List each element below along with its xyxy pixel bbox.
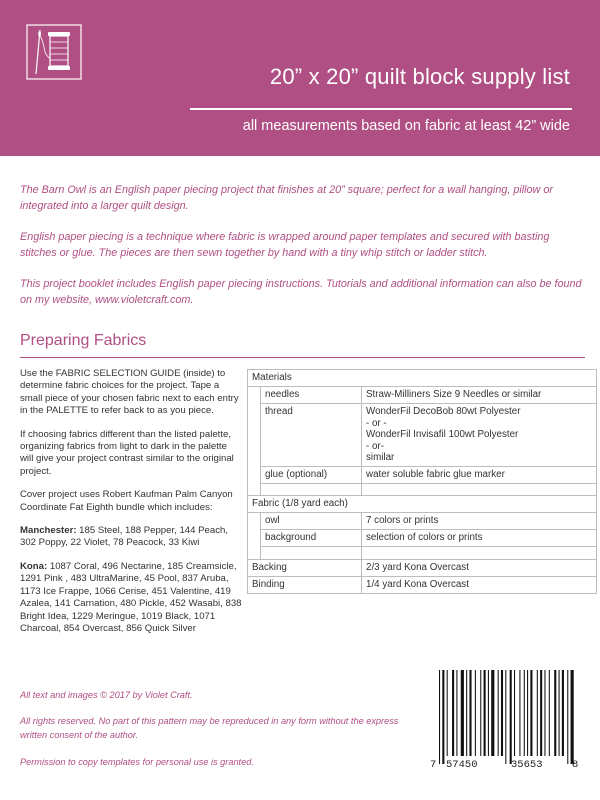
table-row xyxy=(248,530,597,547)
header-divider xyxy=(190,108,572,110)
instructions-paragraph-1: Use the FABRIC SELECTION GUIDE (inside) to determine fabric choices for the project. Tape a small piece of your chosen fabric next to each entry in the PALETTE to refer back to as you piece. xyxy=(20,368,239,417)
kona-label: Kona: xyxy=(20,560,48,572)
instructions-paragraph-3: Cover project uses Robert Kaufman Palm Canyon Coordinate Fat Eighth bundle which includes: xyxy=(20,489,233,513)
barcode-bar xyxy=(484,670,486,756)
thread-spool-icon xyxy=(26,24,82,80)
barcode-bar xyxy=(452,670,454,756)
needles-value: Straw-Milliners Size 9 Needles or similar xyxy=(362,387,597,404)
barcode-bar xyxy=(442,670,444,764)
thread-value xyxy=(362,404,597,467)
barcode-bar xyxy=(544,670,545,756)
barcode-bar xyxy=(505,670,506,764)
table-row xyxy=(248,466,597,483)
barcode-bar xyxy=(456,670,457,756)
binding-label: Binding xyxy=(248,576,362,593)
barcode-bar xyxy=(537,670,538,756)
kona-colors: 1087 Coral, 496 Nectarine, 185 Creamsicle, 1291 Pink , 483 UltraMarine, 45 Pool, 837 Aruba, 1173 Ice Frappe, 1066 Cerise, 451 Valentine, 419 Azalea, 141 Carnation, 480 Pickle, 452 Wasabi, 838 Bright Idea, 1229 Meringue, 1019 Black, 1071 Charcoal, 854 Overcast, 856 Quick Silver xyxy=(20,560,242,634)
barcode-digits-left: 57450 xyxy=(446,759,478,771)
intro-paragraph-1: The Barn Owl is an English paper piecing project that finishes at 20” square; perfect for a wall hanging, pillow or integrated into a larger quilt design. xyxy=(20,184,553,212)
needles-label: needles xyxy=(261,387,362,404)
header-banner xyxy=(0,0,600,156)
barcode-bar xyxy=(488,670,489,756)
supply-list-subtitle: all measurements based on fabric at least 42” wide xyxy=(242,118,570,134)
background-value: selection of colors or prints xyxy=(362,530,597,547)
table-row xyxy=(248,559,597,576)
backing-label: Backing xyxy=(248,559,362,576)
binding-value: 1/4 yard Kona Overcast xyxy=(362,576,597,593)
fabric-instructions xyxy=(20,368,242,646)
intro-paragraph-2: English paper piecing is a technique where fabric is wrapped around paper templates and secured with basting stitches or glue. The pieces are then sewn together by hand with a tiny whip stitch or ladder stitch. xyxy=(20,231,550,259)
glue-value: water soluble fabric glue marker xyxy=(362,466,597,483)
thread-option: similar xyxy=(366,452,395,463)
barcode-bar xyxy=(562,670,564,756)
barcode-bar xyxy=(530,670,532,756)
table-row xyxy=(248,483,597,496)
barcode-bar xyxy=(510,670,512,764)
fabric-header: Fabric (1/8 yard each) xyxy=(248,496,597,513)
table-row xyxy=(248,547,597,560)
barcode-bar xyxy=(469,670,471,756)
table-row xyxy=(248,496,597,513)
table-row xyxy=(248,576,597,593)
thread-option: WonderFil DecoBob 80wt Polyester xyxy=(366,406,521,417)
barcode-bar xyxy=(447,670,448,756)
table-row xyxy=(248,513,597,530)
barcode-bar xyxy=(549,670,550,756)
thread-option: WonderFil Invisafil 100wt Polyester xyxy=(366,429,519,440)
table-row xyxy=(248,387,597,404)
permission-notice: Permission to copy templates for personal use is granted. xyxy=(20,757,254,767)
barcode-bar xyxy=(540,670,542,756)
section-divider xyxy=(20,357,585,358)
barcode-bar xyxy=(519,670,520,756)
section-title: Preparing Fabrics xyxy=(20,332,147,349)
manchester-list xyxy=(20,525,242,550)
supply-list-title: 20” x 20” quilt block supply list xyxy=(269,64,570,89)
barcode-bar xyxy=(480,670,481,756)
barcode-digit-first: 7 xyxy=(430,759,437,771)
barcode-bar xyxy=(571,670,574,764)
owl-value: 7 colors or prints xyxy=(362,513,597,530)
barcode-bar xyxy=(554,670,556,756)
materials-header: Materials xyxy=(248,370,597,387)
table-row xyxy=(248,370,597,387)
copyright-notice: All text and images © 2017 by Violet Craft. xyxy=(20,690,193,700)
barcode-bar xyxy=(475,670,476,756)
barcode-bar xyxy=(559,670,560,756)
barcode-bar xyxy=(439,670,440,764)
barcode-bar xyxy=(527,670,528,756)
thread-label: thread xyxy=(261,404,362,467)
barcode-bar xyxy=(461,670,464,756)
barcode-bar xyxy=(524,670,525,756)
rights-notice: All rights reserved. No part of this pattern may be repreduced in any form without the express written consent of the author. xyxy=(20,716,399,740)
barcode-bar xyxy=(514,670,515,756)
thread-option: - or - xyxy=(366,417,387,429)
kona-list xyxy=(20,561,242,635)
glue-label: glue (optional) xyxy=(261,466,362,483)
table-row xyxy=(248,404,597,467)
barcode-bar xyxy=(466,670,467,756)
barcode-bar xyxy=(501,670,503,756)
thread-option: - or- xyxy=(366,440,384,452)
instructions-paragraph-2: If choosing fabrics different than the listed palette, organizing fabrics from light to dark in the palette will give your project contrast similar to the original project. xyxy=(20,428,234,477)
manchester-label: Manchester: xyxy=(20,525,77,537)
intro-paragraph-3: This project booklet includes English paper piecing instructions. Tutorials and additional information can also be found on my website, www.violetcraft.com. xyxy=(20,278,582,306)
owl-label: owl xyxy=(261,513,362,530)
barcode-bar xyxy=(567,670,568,764)
backing-value: 2/3 yard Kona Overcast xyxy=(362,559,597,576)
materials-table xyxy=(247,369,597,594)
background-label: background xyxy=(261,530,362,547)
manchester-colors: 185 Steel, 188 Pepper, 144 Peach, 302 Poppy, 22 Violet, 78 Peacock, 33 Kiwi xyxy=(20,525,229,549)
barcode-digits-right: 35653 xyxy=(511,759,543,771)
barcode-bar xyxy=(498,670,499,756)
barcode-digit-last: 8 xyxy=(572,759,579,771)
barcode-bar xyxy=(491,670,494,756)
